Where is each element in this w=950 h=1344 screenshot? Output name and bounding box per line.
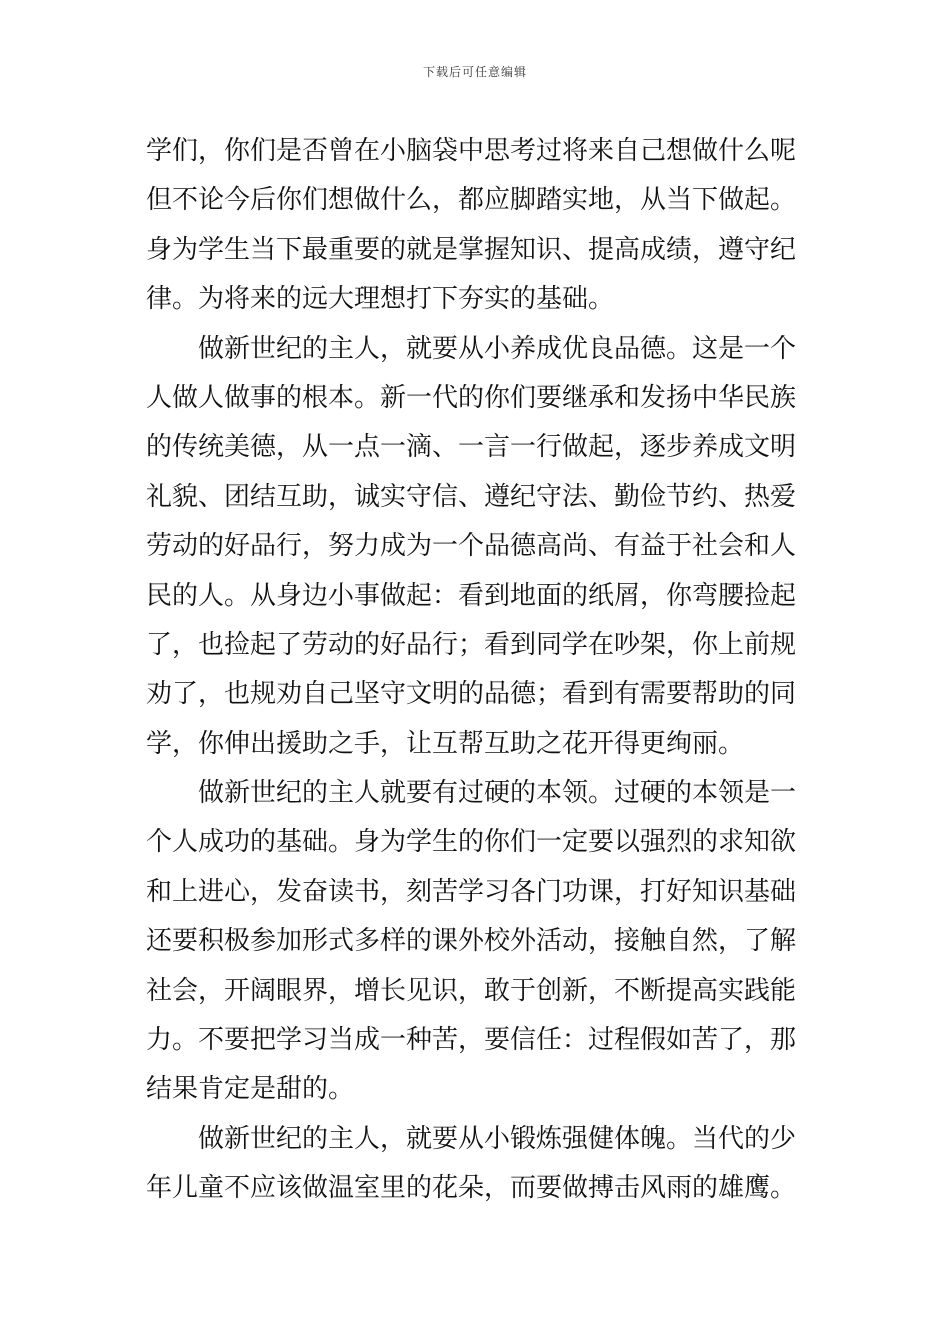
page-header: 下载后可任意编辑 (422, 65, 527, 79)
text-line: 的传统美德，从一点一滴、一言一行做起，逐步养成文明 (146, 432, 797, 463)
text-line: 劳动的好品行，努力成为一个品德高尚、有益于社会和人 (146, 531, 797, 562)
text-line: 学们，你们是否曾在小脑袋中思考过将来自己想做什么呢 (146, 136, 797, 166)
text-line: 人做人做事的根本。新一代的你们要继承和发扬中华民族 (146, 382, 797, 413)
text-line: 学，你伸出援助之手，让互帮互助之花开得更绚丽。 (146, 728, 745, 759)
text-line: 劝了，也规劝自己坚守文明的品德；看到有需要帮助的同 (146, 679, 797, 710)
text-line: 和上进心，发奋读书，刻苦学习各门功课，打好知识基础 (146, 876, 797, 907)
text-line: 身为学生当下最重要的就是掌握知识、提高成绩，遵守纪 (146, 234, 797, 265)
text-line: 民的人。从身边小事做起：看到地面的纸屑，你弯腰捡起 (146, 580, 797, 611)
text-line: 律。为将来的远大理想打下夯实的基础。 (146, 284, 615, 315)
text-line: 但不论今后你们想做什么，都应脚踏实地，从当下做起。 (146, 185, 797, 216)
text-line: 了，也捡起了劳动的好品行；看到同学在吵架，你上前规 (146, 629, 797, 660)
text-line: 个人成功的基础。身为学生的你们一定要以强烈的求知欲 (146, 827, 797, 858)
text-line: 做新世纪的主人，就要从小养成优良品德。这是一个 (198, 333, 797, 364)
text-line: 社会，开阔眼界，增长见识，敢于创新，不断提高实践能 (146, 975, 797, 1006)
text-line: 礼貌、团结互助，诚实守信、遵纪守法、勤俭节约、热爱 (146, 481, 797, 512)
text-line: 做新世纪的主人，就要从小锻炼强健体魄。当代的少 (198, 1123, 797, 1154)
document-body (146, 127, 810, 1214)
text-line: 做新世纪的主人就要有过硬的本领。过硬的本领是一 (198, 778, 797, 809)
text-line: 年儿童不应该做温室里的花朵，而要做搏击风雨的雄鹰。 (146, 1173, 797, 1204)
text-line: 力。不要把学习当成一种苦，要信任：过程假如苦了，那 (146, 1025, 797, 1056)
text-line: 结果肯定是甜的。 (146, 1074, 355, 1105)
text-line: 还要积极参加形式多样的课外校外活动，接触自然，了解 (146, 926, 797, 957)
